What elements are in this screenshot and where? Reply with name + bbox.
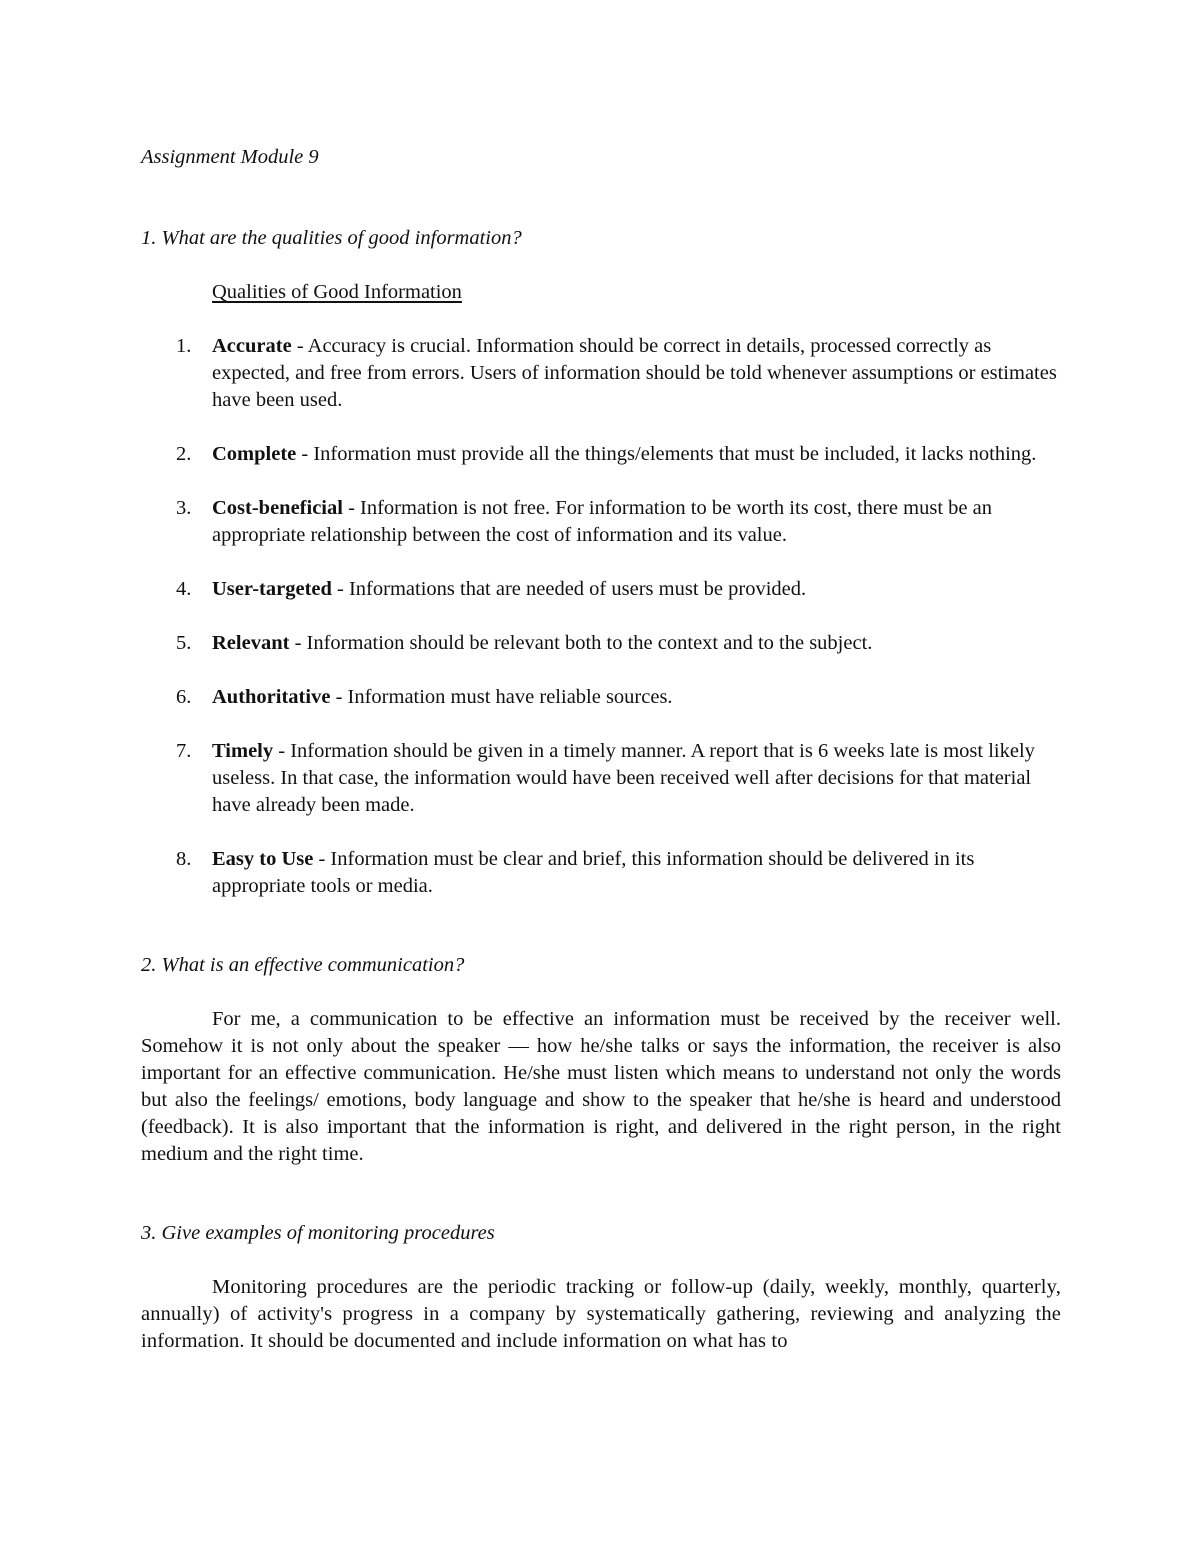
list-item bbox=[141, 630, 1061, 657]
list-item bbox=[141, 495, 1061, 549]
list-item-term: Complete bbox=[212, 443, 297, 465]
qualities-list bbox=[141, 333, 1061, 900]
list-item-number: 5. bbox=[176, 632, 192, 654]
list-item-number: 4. bbox=[176, 578, 192, 600]
list-item bbox=[141, 738, 1061, 819]
list-item bbox=[141, 441, 1061, 468]
list-item-text: - Information should be given in a timely manner. A report that is 6 weeks late is most likely useless. In that case, the information would have been received well after decisions for that material have already been made. bbox=[212, 740, 1035, 816]
list-item-text: - Information should be relevant both to the context and to the subject. bbox=[289, 632, 873, 654]
list-item-number: 1. bbox=[176, 335, 192, 357]
list-item bbox=[141, 333, 1061, 414]
list-item-number: 8. bbox=[176, 848, 192, 870]
list-item-text: - Information must have reliable sources. bbox=[330, 686, 673, 708]
list-item-term: User-targeted bbox=[212, 578, 332, 600]
list-item-number: 6. bbox=[176, 686, 192, 708]
qualities-subheading: Qualities of Good Information bbox=[212, 281, 462, 303]
question-2-heading: 2. What is an effective communication? bbox=[141, 954, 465, 976]
list-item-text: - Information must be clear and brief, this information should be delivered in its appropriate tools or media. bbox=[212, 848, 975, 897]
list-item-number: 2. bbox=[176, 443, 192, 465]
document-body bbox=[141, 144, 1061, 1355]
list-item-text: - Information must provide all the things/elements that must be included, it lacks nothing. bbox=[296, 443, 1037, 465]
list-item-term: Easy to Use bbox=[212, 848, 314, 870]
list-item bbox=[141, 576, 1061, 603]
question-3-heading: 3. Give examples of monitoring procedures bbox=[141, 1222, 495, 1244]
list-item-number: 7. bbox=[176, 740, 192, 762]
list-item-text: - Informations that are needed of users must be provided. bbox=[331, 578, 807, 600]
list-item-term: Accurate bbox=[212, 335, 292, 357]
list-item-term: Cost-beneficial bbox=[212, 497, 343, 519]
list-item-text: - Accuracy is crucial. Information should be correct in details, processed correctly as expected, and free from errors. Users of information should be told whenever assumptions or estimates have been used. bbox=[212, 335, 1057, 411]
list-item-term: Authoritative bbox=[212, 686, 331, 708]
list-item bbox=[141, 684, 1061, 711]
list-item-term: Relevant bbox=[212, 632, 290, 654]
question-3-answer: Monitoring procedures are the periodic tracking or follow-up (daily, weekly, monthly, quarterly, annually) of activity's progress in a company by systematically gathering, reviewing and analyzing the information. It should be documented and include information on what has to bbox=[141, 1276, 1061, 1352]
document-title: Assignment Module 9 bbox=[141, 146, 319, 168]
question-1-heading: 1. What are the qualities of good information? bbox=[141, 227, 522, 249]
list-item-number: 3. bbox=[176, 497, 192, 519]
list-item-text: - Information is not free. For information to be worth its cost, there must be an appropriate relationship between the cost of information and its value. bbox=[212, 497, 992, 546]
list-item-term: Timely bbox=[212, 740, 274, 762]
question-2-answer: For me, a communication to be effective an information must be received by the receiver well. Somehow it is not only about the speaker — how he/she talks or says the information, the receiver is also important for an effective communication. He/she must listen which means to understand not only the words but also the feelings/ emotions, body language and show to the speaker that he/she is heard and understood (feedback). It is also important that the information is right, and delivered in the right person, in the right medium and the right time. bbox=[141, 1008, 1061, 1165]
list-item bbox=[141, 846, 1061, 900]
